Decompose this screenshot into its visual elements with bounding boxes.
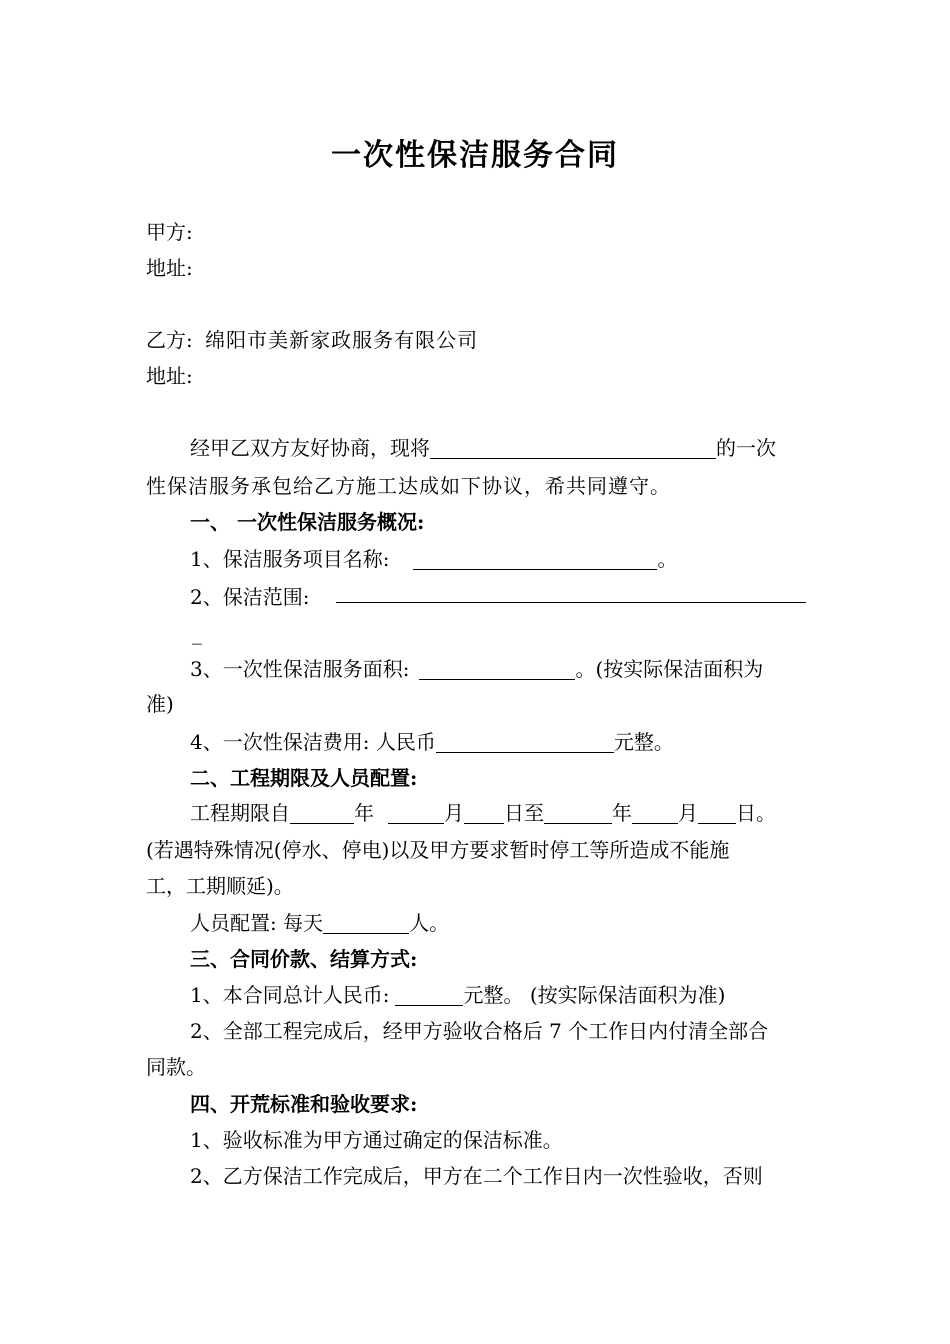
intro-line-1 [190,433,776,463]
s3-item-1-after: 元整。 (按实际保洁面积为准) [463,983,726,1007]
area-blank [419,659,575,680]
intro-text-before: 经甲乙双方友好协商，现将 [190,436,430,460]
s4-item-2: 2、乙方保洁工作完成后，甲方在二个工作日内一次性验收，否则 [190,1164,763,1188]
s1-item-2-continuation: _ [192,621,202,645]
end-month-label: 月 [678,801,698,825]
end-day-blank [698,803,736,824]
start-day-label: 日至 [504,801,544,825]
fee-blank [436,732,614,753]
section-3-heading: 三、合同价款、结算方式: [190,947,418,971]
s3-item-1-label: 1、本合同总计人民币: [190,983,390,1007]
project-name-blank [413,549,657,570]
intro-text-after: 的一次 [716,436,776,460]
end-year-blank [544,803,612,824]
end-month-blank [632,803,678,824]
intro-line-2: 性保洁服务承包给乙方施工达成如下协议，希共同遵守。 [146,474,671,498]
s3-item-2-line-1: 2、全部工程完成后，经甲方验收合格后 7 个工作日内付清全部合 [190,1019,769,1043]
s1-item-4-after: 元整。 [613,730,674,754]
staff-after: 人。 [409,911,450,935]
section-1-heading: 一、 一次性保洁服务概况: [190,510,425,534]
period-note-line-1: (若遇特殊情况(停水、停电)以及甲方要求暂时停工等所造成不能施 [146,838,730,862]
s1-item-4-label: 4、一次性保洁费用: 人民币 [190,730,436,754]
cleaning-scope-blank [336,602,806,603]
section-2-heading: 二、工程期限及人员配置: [190,766,418,790]
party-b-line [146,325,478,355]
period-start-text: 工程期限自 [190,801,290,825]
staff-line [190,908,449,938]
end-year-label: 年 [612,801,632,825]
s1-item-3-line-2: 准) [146,692,174,716]
s3-item-1 [190,980,725,1010]
s1-item-1-label: 1、保洁服务项目名称: [190,547,390,571]
s1-item-2-label: 2、保洁范围: [190,585,310,609]
start-month-blank [388,803,444,824]
s1-item-3-after: 。(按实际保洁面积为 [575,657,764,681]
period-line [190,798,776,828]
start-year-label: 年 [354,801,374,825]
party-a-label: 甲方: [146,220,193,244]
start-day-blank [464,803,504,824]
s1-item-3 [190,654,763,684]
party-b-name: 绵阳市美新家政服务有限公司 [205,328,479,352]
project-blank [430,438,716,459]
total-price-blank [395,985,463,1006]
s1-item-1 [190,544,677,574]
start-month-label: 月 [444,801,464,825]
period-note-line-2: 工，工期顺延)。 [146,874,294,898]
s3-item-2-line-2: 同款。 [146,1055,206,1079]
s4-item-1: 1、验收标准为甲方通过确定的保洁标准。 [190,1128,563,1152]
party-b-label: 乙方: [146,328,193,352]
staff-label: 人员配置: 每天 [190,911,324,935]
s1-item-1-end: 。 [657,547,678,571]
start-year-blank [290,803,354,824]
section-4-heading: 四、开荒标准和验收要求: [190,1092,418,1116]
party-a-address-label: 地址: [146,256,193,280]
s1-item-3-label: 3、一次性保洁服务面积: [190,657,410,681]
party-b-address-label: 地址: [146,364,193,388]
staff-count-blank [323,913,409,934]
s1-item-4 [190,727,674,757]
end-day-label: 日。 [736,801,776,825]
page-title: 一次性保洁服务合同 [331,138,619,173]
